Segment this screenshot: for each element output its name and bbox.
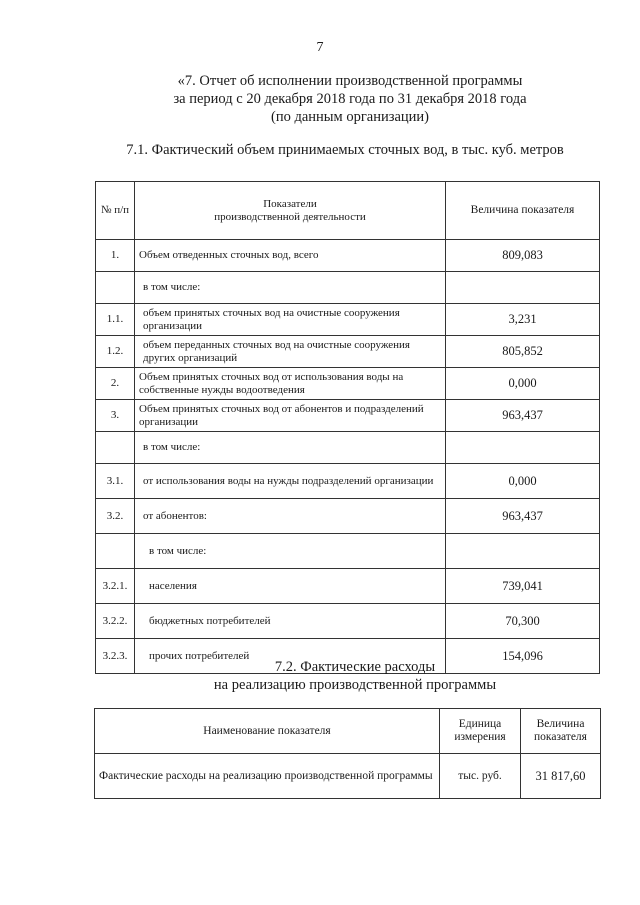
table-row (95, 754, 601, 799)
table-row (96, 499, 600, 534)
table-row (96, 368, 600, 400)
row-unit: тыс. руб. (440, 754, 521, 799)
row-label: объем переданных сточных вод на очистные сооружения других организаций (135, 336, 446, 368)
row-num: 1. (96, 240, 135, 272)
report-title (0, 72, 640, 126)
row-num: 3.2. (96, 499, 135, 534)
header-indicator (135, 182, 446, 240)
header-value: Величина показателя (521, 709, 601, 754)
row-num (96, 272, 135, 304)
expenses-table (94, 708, 601, 799)
table-row (96, 400, 600, 432)
section-7-2-heading-line2: на реализацию производственной программы (213, 677, 497, 693)
row-label: прочих потребителей (135, 639, 446, 674)
row-value: 963,437 (446, 499, 600, 534)
row-value (446, 432, 600, 464)
table-row (96, 432, 600, 464)
table-row (96, 304, 600, 336)
row-num (96, 534, 135, 569)
row-label: в том числе: (135, 272, 446, 304)
row-value: 0,000 (446, 368, 600, 400)
header-name: Наименование показателя (95, 709, 440, 754)
row-num: 3.2.3. (96, 639, 135, 674)
row-value: 31 817,60 (521, 754, 601, 799)
row-label: от абонентов: (135, 499, 446, 534)
row-name: Фактические расходы на реализацию производственной программы (95, 754, 440, 799)
row-num: 2. (96, 368, 135, 400)
row-value: 3,231 (446, 304, 600, 336)
row-label: Объем принятых сточных вод от абонентов и подразделений организации (135, 400, 446, 432)
row-label: Объем отведенных сточных вод, всего (135, 240, 446, 272)
row-num: 1.2. (96, 336, 135, 368)
row-label: в том числе: (135, 534, 446, 569)
row-num (96, 432, 135, 464)
header-indicator-line2: производственной деятельности (214, 210, 366, 223)
row-value: 0,000 (446, 464, 600, 499)
row-num: 3.2.1. (96, 569, 135, 604)
row-num: 3.1. (96, 464, 135, 499)
row-value: 154,096 (446, 639, 600, 674)
title-line-3: (по данным организации) (270, 109, 429, 125)
table-header-row (95, 709, 601, 754)
table-row (96, 569, 600, 604)
section-7-1-heading: 7.1. Фактический объем принимаемых сточных вод, в тыс. куб. метров (126, 142, 564, 158)
table-row (96, 240, 600, 272)
title-line-1: «7. Отчет об исполнении производственной программы (177, 73, 523, 89)
row-value (446, 534, 600, 569)
row-value: 70,300 (446, 604, 600, 639)
section-7-2-heading-line1: 7.2. Фактические расходы (274, 659, 436, 675)
row-label: Объем принятых сточных вод от использования воды на собственные нужды водоотведения (135, 368, 446, 400)
row-value: 739,041 (446, 569, 600, 604)
table-row (96, 272, 600, 304)
table-row (96, 464, 600, 499)
table-row (96, 604, 600, 639)
row-label: населения (135, 569, 446, 604)
header-value: Величина показателя (446, 182, 600, 240)
row-value: 963,437 (446, 400, 600, 432)
table-row (96, 534, 600, 569)
row-num: 3. (96, 400, 135, 432)
row-value: 809,083 (446, 240, 600, 272)
row-value (446, 272, 600, 304)
header-unit: Единица измерения (440, 709, 521, 754)
table-header-row (96, 182, 600, 240)
header-indicator-line1: Показатели (263, 197, 317, 210)
section-7-2-heading (0, 658, 640, 694)
title-line-2: за период с 20 декабря 2018 года по 31 декабря 2018 года (173, 91, 527, 107)
row-label: бюджетных потребителей (135, 604, 446, 639)
row-num: 1.1. (96, 304, 135, 336)
wastewater-volume-table (95, 181, 600, 674)
table-row (96, 336, 600, 368)
page-number: 7 (316, 40, 324, 55)
row-label: в том числе: (135, 432, 446, 464)
row-value: 805,852 (446, 336, 600, 368)
header-num: № п/п (96, 182, 135, 240)
row-label: объем принятых сточных вод на очистные сооружения организации (135, 304, 446, 336)
row-num: 3.2.2. (96, 604, 135, 639)
row-label: от использования воды на нужды подразделений организации (135, 464, 446, 499)
